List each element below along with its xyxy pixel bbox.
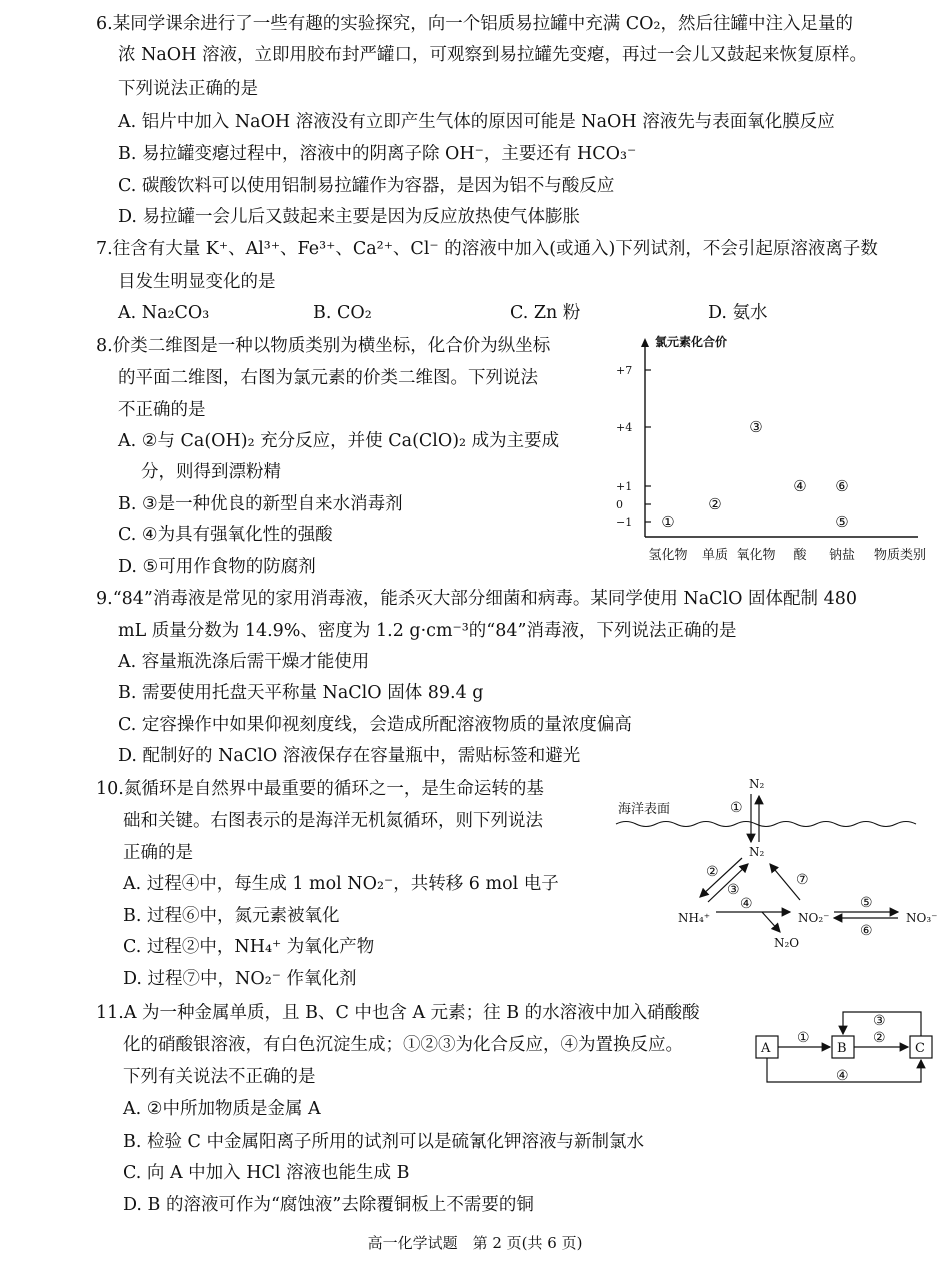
q8-option-c: C. ④为具有强氧化性的强酸: [118, 525, 333, 545]
no3-label: NO₃⁻: [906, 911, 938, 925]
q6-stem-line-3: 下列说法正确的是: [118, 79, 258, 99]
q7-stem-line-1: 7.往含有大量 K⁺、Al³⁺、Fe³⁺、Ca²⁺、Cl⁻ 的溶液中加入(或通入)下列试剂，不会引起原溶液离子数: [96, 239, 878, 259]
chart-point: ⑥: [835, 477, 849, 495]
chart-point: ⑤: [835, 513, 849, 531]
q7-option-c: C. Zn 粉: [510, 303, 581, 323]
chart-y-tick-label: +7: [616, 364, 633, 377]
abc-transformation-diagram: [752, 1000, 940, 1090]
step4-label-ac: ④: [836, 1068, 849, 1084]
q11-stem-line-1: 11.A 为一种金属单质，且 B、C 中也含 A 元素；往 B 的水溶液中加入硝酸酸: [96, 1003, 700, 1023]
chart-y-tick-label: 0: [616, 498, 623, 511]
step5-label: ⑤: [860, 895, 873, 911]
sea-surface-wave: [616, 822, 916, 827]
q9-option-c: C. 定容操作中如果仰视刻度线，会造成所配溶液物质的量浓度偏高: [118, 715, 632, 735]
q9-stem-line-2: mL 质量分数为 14.9%、密度为 1.2 g·cm⁻³的“84”消毒液，下列说法正确的是: [118, 621, 737, 641]
q6-option-d: D. 易拉罐一会儿后又鼓起来主要是因为反应放热使气体膨胀: [118, 207, 581, 227]
q10-stem-line-3: 正确的是: [123, 843, 193, 863]
chart-x-category-label: 钠盐: [828, 548, 856, 563]
q6-stem-line-1: 6.某同学课余进行了一些有趣的实验探究，向一个铝质易拉罐中充满 CO₂，然后往罐中注入足量的: [96, 14, 854, 34]
page-footer: 高一化学试题 第 2 页(共 6 页): [367, 1234, 583, 1252]
q11-option-d: D. B 的溶液可作为“腐蚀液”去除覆铜板上不需要的铜: [123, 1195, 534, 1215]
q10-option-b: B. 过程⑥中，氮元素被氧化: [123, 906, 340, 926]
step6-label: ⑥: [860, 923, 873, 939]
q7-stem-line-2: 目发生明显变化的是: [118, 272, 276, 292]
n2o-label: N₂O: [774, 936, 800, 950]
q6-option-b: B. 易拉罐变瘪过程中，溶液中的阴离子除 OH⁻，主要还有 HCO₃⁻: [118, 144, 637, 164]
q10-stem-line-1: 10.氮循环是自然界中最重要的循环之一，是生命运转的基: [96, 779, 544, 799]
step2-label-bc: ②: [873, 1030, 886, 1046]
chlorine-valence-class-chart: [610, 330, 940, 575]
chart-y-tick-label: +4: [616, 421, 633, 434]
chart-point: ④: [793, 477, 807, 495]
step3-label: ③: [727, 882, 740, 898]
n2-top-label: N₂: [749, 777, 765, 791]
n2-mid-label: N₂: [749, 845, 765, 859]
chart-point: ③: [749, 418, 763, 436]
nitrogen-cycle-diagram: [612, 772, 942, 952]
chart-x-category-label: 酸: [793, 548, 807, 563]
q7-option-b: B. CO₂: [313, 303, 372, 323]
q9-option-a: A. 容量瓶洗涤后需干燥才能使用: [118, 652, 370, 672]
q8-option-a-line-2: 分，则得到漂粉精: [141, 462, 281, 482]
q9-option-b: B. 需要使用托盘天平称量 NaClO 固体 89.4 g: [118, 683, 484, 703]
step1-label: ①: [730, 800, 743, 816]
chart-x-category-label: 氢化物: [648, 548, 688, 563]
chart-xlabel: 物质类别: [874, 548, 927, 563]
q8-stem-line-1: 8.价类二维图是一种以物质类别为横坐标，化合价为纵坐标: [96, 336, 551, 356]
step4-label: ④: [740, 896, 753, 912]
step1-label-ab: ①: [797, 1030, 810, 1046]
q9-option-d: D. 配制好的 NaClO 溶液保存在容量瓶中，需贴标签和避光: [118, 746, 581, 766]
q7-option-d: D. 氨水: [708, 303, 768, 323]
chart-y-axis-arrow: [641, 338, 649, 347]
step3-label-cb: ③: [873, 1013, 886, 1029]
chart-y-tick-label: −1: [616, 516, 633, 529]
q8-option-b: B. ③是一种优良的新型自来水消毒剂: [118, 494, 403, 514]
q10-option-a: A. 过程④中，每生成 1 mol NO₂⁻，共转移 6 mol 电子: [123, 874, 559, 894]
chart-x-category-label: 氧化物: [736, 548, 776, 563]
q10-option-d: D. 过程⑦中，NO₂⁻ 作氧化剂: [123, 969, 357, 989]
q11-option-c: C. 向 A 中加入 HCl 溶液也能生成 B: [123, 1163, 410, 1183]
box-c-label: C: [915, 1041, 925, 1056]
q9-stem-line-1: 9.“84”消毒液是常见的家用消毒液，能杀灭大部分细菌和病毒。某同学使用 NaClO 固体配制 480: [96, 589, 858, 609]
q6-option-c: C. 碳酸饮料可以使用铝制易拉罐作为容器，是因为铝不与酸反应: [118, 176, 615, 196]
nh4-label: NH₄⁺: [678, 911, 711, 925]
q8-option-a-line-1: A. ②与 Ca(OH)₂ 充分反应，并使 Ca(ClO)₂ 成为主要成: [118, 431, 560, 451]
q11-option-b: B. 检验 C 中金属阳离子所用的试剂可以是硫氰化钾溶液与新制氯水: [123, 1132, 644, 1152]
chart-point: ①: [661, 513, 675, 531]
q6-option-a: A. 铝片中加入 NaOH 溶液没有立即产生气体的原因可能是 NaOH 溶液先与表面氧化膜反应: [118, 112, 835, 132]
q8-option-d: D. ⑤可用作食物的防腐剂: [118, 557, 316, 577]
chart-y-tick-label: +1: [616, 480, 633, 493]
q8-stem-line-3: 不正确的是: [118, 400, 206, 420]
chart-x-category-label: 单质: [701, 548, 729, 563]
q10-option-c: C. 过程②中，NH₄⁺ 为氧化产物: [123, 937, 375, 957]
step2-label: ②: [706, 864, 719, 880]
box-a-label: A: [761, 1041, 771, 1056]
chart-ylabel: 氯元素化合价: [655, 335, 728, 349]
q11-stem-line-2: 化的硝酸银溶液，有白色沉淀生成；①②③为化合反应，④为置换反应。: [123, 1035, 683, 1055]
box-b-label: B: [837, 1041, 847, 1056]
q7-option-a: A. Na₂CO₃: [118, 303, 210, 323]
step7-label: ⑦: [796, 872, 809, 888]
n2o-branch-arrow: [762, 912, 780, 932]
q10-stem-line-2: 础和关键。右图表示的是海洋无机氮循环，则下列说法: [123, 811, 543, 831]
no2-label: NO₂⁻: [798, 911, 830, 925]
sea-surface-label: 海洋表面: [618, 802, 671, 817]
q8-stem-line-2: 的平面二维图，右图为氯元素的价类二维图。下列说法: [118, 368, 538, 388]
q11-stem-line-3: 下列有关说法不正确的是: [123, 1067, 316, 1087]
q11-option-a: A. ②中所加物质是金属 A: [123, 1099, 321, 1119]
chart-point: ②: [708, 495, 722, 513]
q6-stem-line-2: 浓 NaOH 溶液，立即用胶布封严罐口，可观察到易拉罐先变瘪，再过一会儿又鼓起来恢复原样。: [118, 45, 867, 65]
